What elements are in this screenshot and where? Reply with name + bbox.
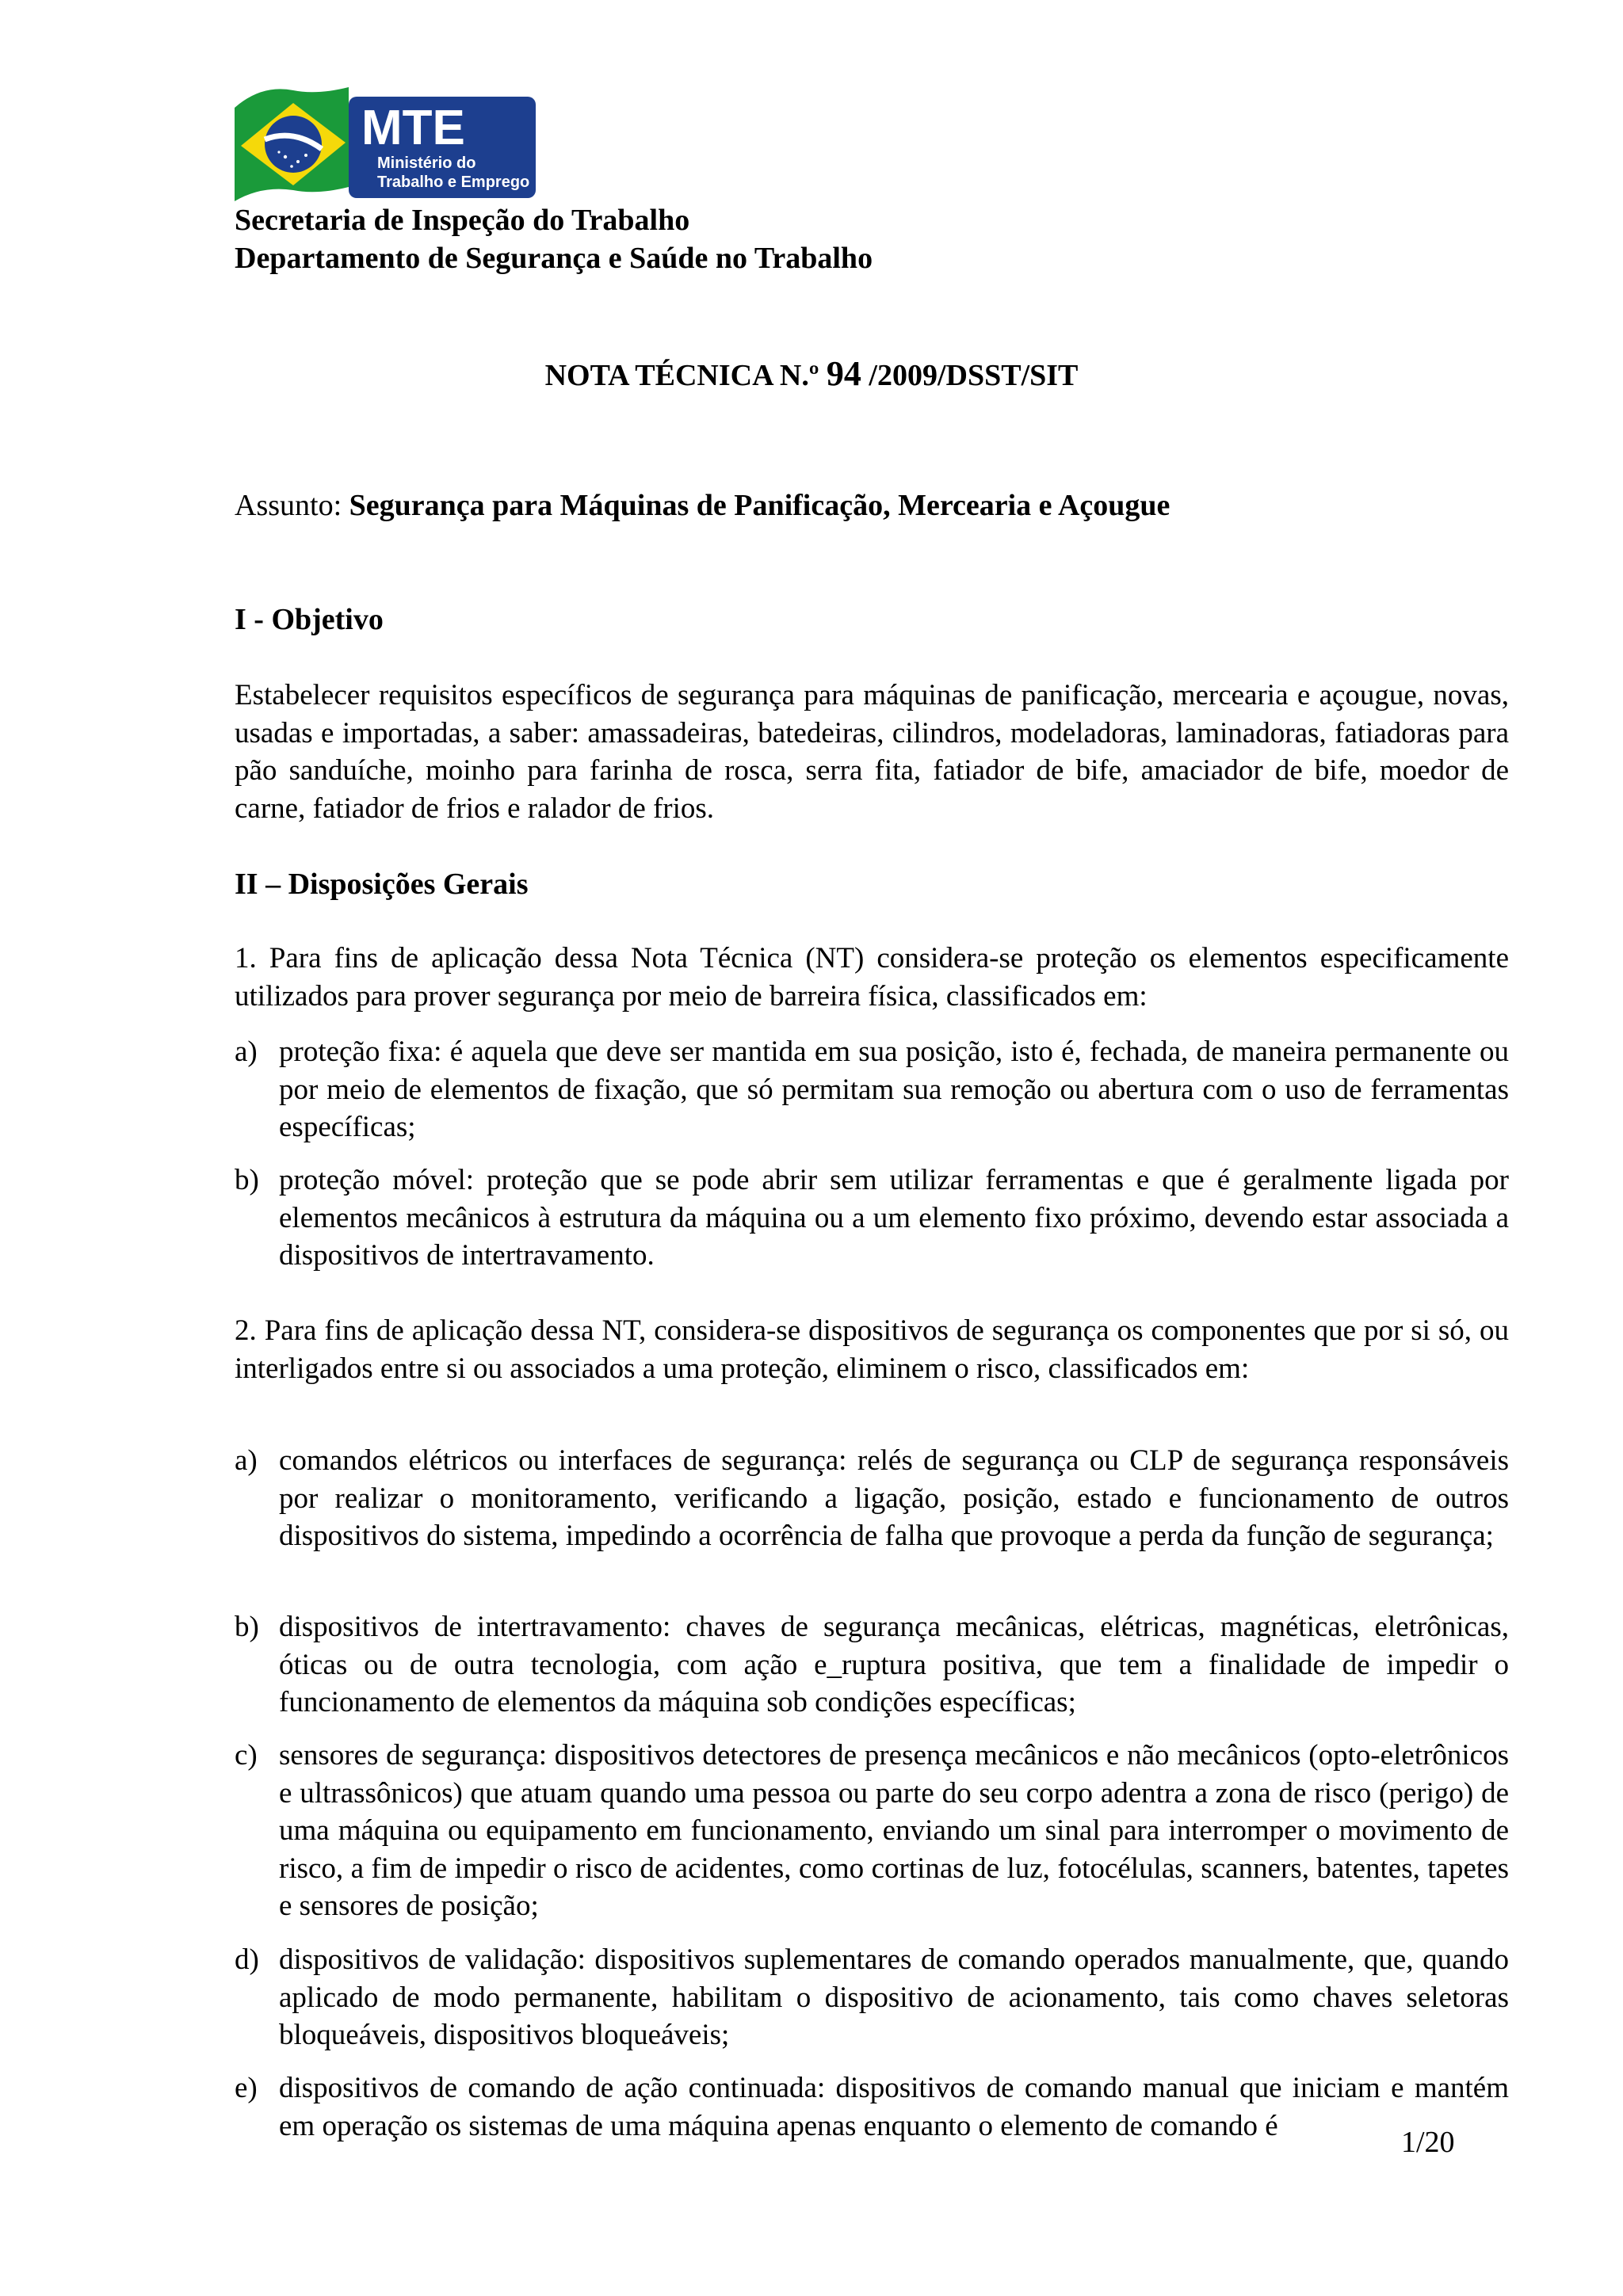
subject-line	[235, 486, 1170, 524]
svg-text:Ministério do: Ministério do	[377, 154, 476, 172]
list-item-label: a)	[235, 1444, 258, 1477]
subject-label: Assunto:	[235, 489, 342, 522]
document-header	[235, 201, 873, 277]
logo-acronym-text: MTE	[361, 101, 465, 155]
title-prefix: NOTA TÉCNICA N.º	[544, 359, 819, 392]
list-item-text: dispositivos de validação: dispositivos suplementares de comando operados manualmente, que, quando aplicado de modo permanente, habilitam o dispositivo de acionamento, tais como chaves seletoras bloqueáveis, dispositivos bloqueáveis;	[279, 1943, 1509, 2051]
title-suffix: /2009/DSST/SIT	[869, 359, 1079, 392]
svg-text:Trabalho e Emprego: Trabalho e Emprego	[377, 174, 530, 191]
page-number: 1/20	[1401, 2126, 1455, 2159]
list-item	[235, 1442, 1509, 1555]
paragraph-2: 2. Para fins de aplicação dessa NT, considera-se dispositivos de segurança os componentes que por si só, ou interligados entre si ou associados a uma proteção, eliminem o risco, classificados em:	[235, 1314, 1509, 1385]
mte-logo	[230, 76, 540, 203]
list-item-text: dispositivos de intertravamento: chaves de segurança mecânicas, elétricas, magnéticas, eletrônicas, óticas ou de outra tecnologia, com ação e_ruptura positiva, que tem a finalidade de impedir o funcionamento de elementos da máquina sob condições específicas;	[279, 1611, 1509, 1718]
list-item-label: e)	[235, 2072, 258, 2104]
list-item	[235, 2069, 1509, 2145]
section-heading-disposicoes: II – Disposições Gerais	[235, 868, 529, 901]
list-item-text: sensores de segurança: dispositivos detectores de presença mecânicos e não mecânicos (opto-eletrônicos e ultrassônicos) que atuam quando uma pessoa ou parte do seu corpo adentra a zona de risco (perigo) de uma máquina ou equipamento em funcionamento, enviando um sinal para interromper o movimento de risco, a fim de impedir o risco de acidentes, como cortinas de luz, fotocélulas, scanners, batentes, tapetes e sensores de posição;	[279, 1739, 1509, 1922]
list-item-text: dispositivos de comando de ação continuada: dispositivos de comando manual que iniciam e mantém em operação os sistemas de uma máquina apenas enquanto o elemento de comando é	[279, 2072, 1509, 2142]
document-title	[0, 355, 1623, 395]
paragraph-1: 1. Para fins de aplicação dessa Nota Técnica (NT) considera-se proteção os elementos especificamente utilizados para prover segurança por meio de barreira física, classificados em:	[235, 942, 1509, 1013]
list-item-label: b)	[235, 1164, 259, 1196]
subject-text: Segurança para Máquinas de Panificação, Mercearia e Açougue	[349, 489, 1170, 522]
list-item	[235, 1161, 1509, 1275]
list-item	[235, 1941, 1509, 2054]
list-item	[235, 1608, 1509, 1722]
title-number: 94	[826, 354, 861, 393]
list-item-text: proteção móvel: proteção que se pode abrir sem utilizar ferramentas e que é geralmente ligada por elementos mecânicos à estrutura da máquina ou a um elemento fixo próximo, devendo estar associada a dispositivos de intertravamento.	[279, 1164, 1509, 1272]
list-item-label: c)	[235, 1739, 258, 1772]
header-departamento: Departamento de Segurança e Saúde no Trabalho	[235, 242, 873, 275]
list-item-label: d)	[235, 1943, 259, 1976]
list-item-label: a)	[235, 1035, 258, 1068]
list-item	[235, 1737, 1509, 1925]
list-item	[235, 1033, 1509, 1146]
header-secretaria: Secretaria de Inspeção do Trabalho	[235, 204, 690, 237]
section-heading-objetivo: I - Objetivo	[235, 603, 384, 636]
objetivo-paragraph: Estabelecer requisitos específicos de segurança para máquinas de panificação, mercearia e açougue, novas, usadas e importadas, a saber: amassadeiras, batedeiras, cilindros, modeladoras, laminadoras, fatiadoras para pão sanduíche, moinho para farinha de rosca, serra fita, fatiador de bife, amaciador de bife, moedor de carne, fatiador de frios e ralador de frios.	[235, 679, 1509, 825]
list-item-label: b)	[235, 1611, 259, 1643]
list-item-text: proteção fixa: é aquela que deve ser mantida em sua posição, isto é, fechada, de maneira permanente ou por meio de elementos de fixação, que só permitam sua remoção ou abertura com o uso de ferramentas específicas;	[279, 1035, 1509, 1143]
list-item-text: comandos elétricos ou interfaces de segurança: relés de segurança ou CLP de segurança responsáveis por realizar o monitoramento, verificando a ligação, posição, estado e funcionamento de outros dispositivos do sistema, impedindo a ocorrência de falha que provoque a perda da função de segurança;	[279, 1444, 1509, 1552]
